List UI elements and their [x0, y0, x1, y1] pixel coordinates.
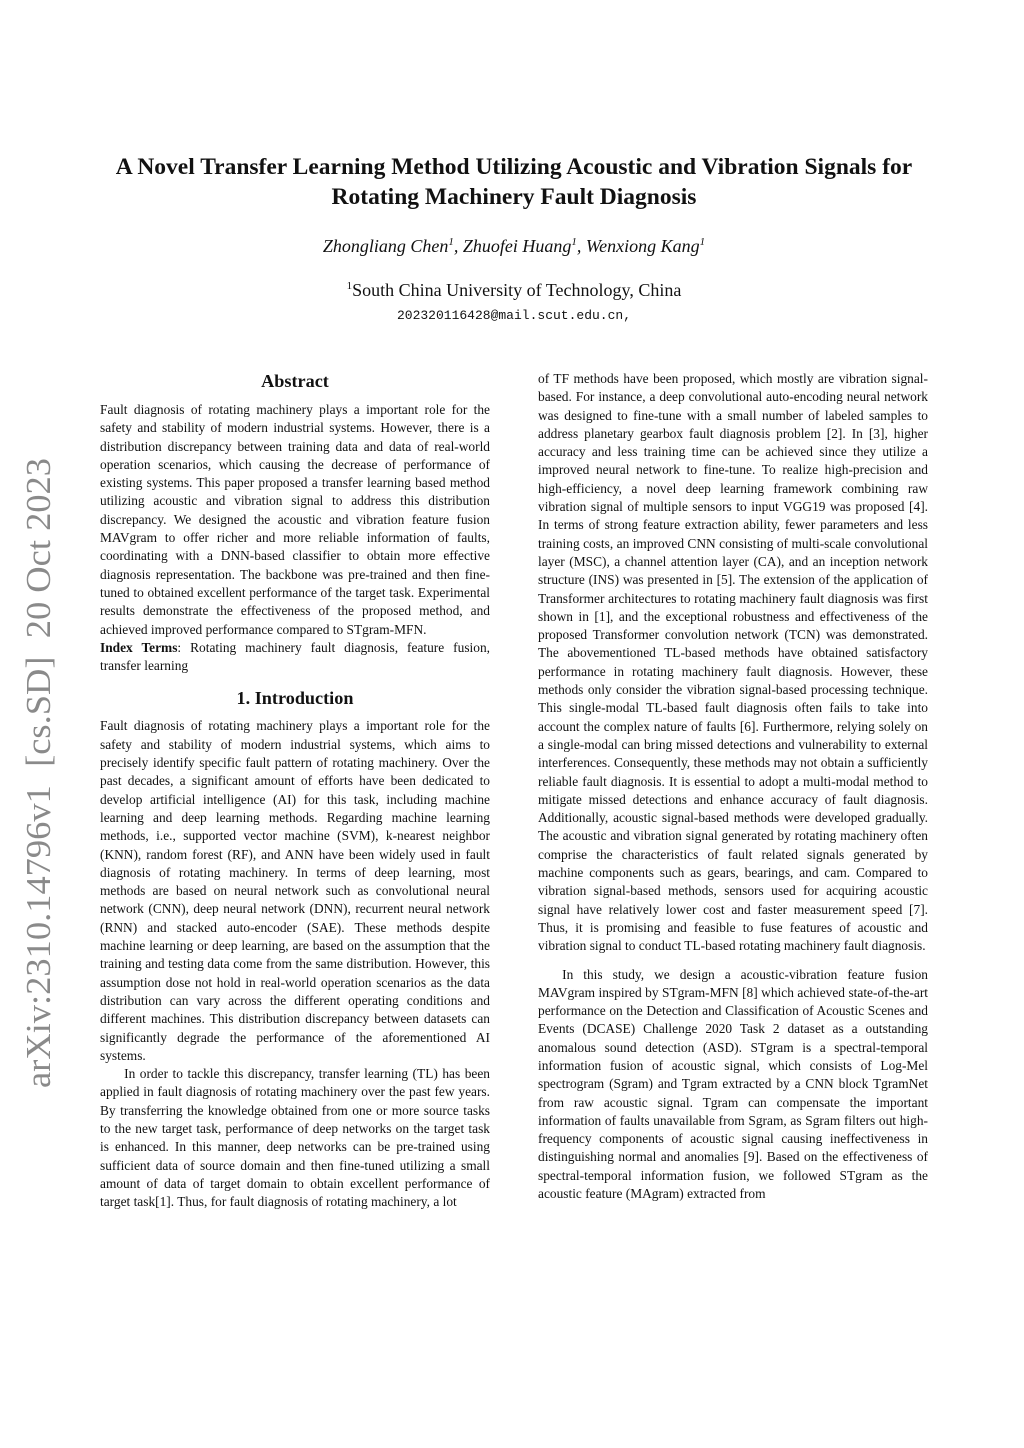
index-terms-text: : Rotating machinery fault diagnosis, feature fusion, transfer learning [100, 639, 490, 674]
arxiv-identifier-text: arXiv:2310.14796v1 [cs.SD] 20 Oct 2023 [19, 483, 58, 1088]
author-name: Zhuofei Huang [462, 236, 572, 256]
author-email: 202320116428@mail.scut.edu.cn, [396, 308, 632, 323]
author-affil-mark: 1 [448, 236, 454, 248]
intro-paragraph-continued: of TF methods have been proposed, which mostly are vibration signal-based. For instance, a deep convolutional auto-encoding neural network was designed to fine-tune with a small number of labeled samples to address planetary gearbox fault diagnosis problem [2]. In [3], higher accuracy and less training time can be achieved since they utilize a improved neural network to fine-tune. To realize high-precision and high-efficiency, a novel deep learning framework combining raw vibration signal of multiple sensors to input VGG19 was proposed [4]. In terms of strong feature extraction ability, fewer parameters and less training costs, an improved CNN consisting of multi-scale convolutional layer (MSC), a channel attention layer (CA), and an inception network structure (INS) was presented in [5]. The extension of the application of Transformer architectures to rotating machinery fault diagnosis was first shown in [1], and the exceptional robustness and effectiveness of the proposed Transformer convolution network (TCN) was demonstrated. The abovementioned TL-based methods have obtained satisfactory performance in rotating machinery fault diagnosis. However, these methods only consider the vibration signal-based processing technique. This single-modal TL-based fault diagnosis often fails to take into account the complex nature of faults [6]. Furthermore, relying solely on a single-modal can bring missed detections and vulnerability to external interferences. Consequently, these methods may not obtain a sufficiently reliable fault diagnosis. It is essential to adopt a multi-modal method to mitigate missed detections and enhance accuracy of fault diagnosis. Additionally, acoustic signal-based methods were developed gradually. The acoustic and vibration signal generated by rotating machinery often comprise the characteristics of fault related signals generated by machine components such as gears, bearings, and cam. Compared to vibration signal-based methods, sensors used for acquiring acoustic signal have relatively lower cost and faster measurement speed [7]. Thus, it is promising and feasible to fuse features of acoustic and vibration signal to conduct TL-based rotating machinery fault diagnosis. [538, 371, 928, 954]
author-list: Zhongliang Chen$^1$, Zhuofei Huang$^1$, Wenxiong Kang$^1$ [322, 236, 706, 256]
left-column [100, 370, 490, 1211]
right-column [538, 370, 928, 1203]
introduction-heading: 1. Introduction [236, 688, 354, 709]
abstract-text: Fault diagnosis of rotating machinery plays a important role for the safety and stability of modern industrial systems. However, there is a distribution discrepancy between training data and data of real-world operation scenarios, which causing the decrease of performance of existing systems. This paper proposed a transfer learning based method utilizing acoustic and vibration signal to address this distribution discrepancy. We designed the acoustic and vibration feature fusion MAVgram to offer richer and more reliable information of faults, coordinating with a DNN-based classifier to obtain more effective diagnosis representation. The backbone was pre-trained and then fine-tuned to obtained excellent performance of the target task. Experimental results demonstrate the effectiveness of the proposed method, and achieved improved performance compared to STgram-MFN. [100, 402, 490, 637]
author-affil-mark: 1 [571, 236, 577, 248]
index-terms-label: Index Terms [100, 639, 178, 655]
intro-paragraph: In order to tackle this discrepancy, transfer learning (TL) has been applied in fault diagnosis of rotating machinery over the past few years. By transferring the knowledge obtained from one or more source tasks to the new target task, performance of deep networks on the target task is enhanced. In this manner, deep networks can be pre-trained using sufficient data of source domain and then fine-tuned utilizing a small amount of data of target domain to obtain excellent performance of target task[1]. Thus, for fault diagnosis of rotating machinery, a lot [100, 1066, 490, 1210]
affiliation-mark: 1 [346, 280, 353, 292]
affiliation-name: South China University of Technology, China [352, 280, 682, 300]
affiliation [70, 277, 958, 303]
index-terms [100, 639, 490, 676]
author-name: Wenxiong Kang [585, 236, 700, 256]
intro-paragraph: Fault diagnosis of rotating machinery plays a important role for the safety and stability of modern industrial systems, which aims to precisely identify specific fault pattern of rotating machinery. Over the past decades, a significant amount of efforts have been dedicated to develop artificial intelligence (AI) for this task, including machine learning and deep learning methods. Regarding machine learning methods, i.e., supported vector machine (SVM), k-nearest neighbor (KNN), random forest (RF), and ANN have been widely used in fault diagnosis of rotating machinery. In terms of deep learning, most methods are based on neural network such as convolutional neural network (CNN), deep neural network (DNN), recurrent neural network (RNN) and stacked auto-encoder (SAE). These methods despite machine learning or deep learning, are based on the assumption that the training and testing data come from the same distribution. However, this assumption dose not hold in real-world operation scenarios as the data distribution can vary across the different operating conditions and different machines. This distribution discrepancy between datasets can significantly degrade the performance of the aforementioned AI systems. [100, 718, 490, 1063]
intro-paragraph: In this study, we design a acoustic-vibration feature fusion MAVgram inspired by STgram-MFN [8] which achieved state-of-the-art performance on the Detection and Classification of Acoustic Scenes and Events (DCASE) Challenge 2020 Task 2 dataset as a outstanding anomalous sound detection (ASD). STgram is a spectral-temporal information fusion of acoustic signal, which consists of Log-Mel spectrogram (Sgram) and Tgram extracted by a CNN block TgramNet from raw acoustic signal. Tgram can compensate the important information of faults unavailable from Sgram, as Sgram filters out high-frequency components of acoustic signal causing ineffectiveness in distinguishing normal and anomalies [9]. Based on the effectiveness of spectral-temporal information fusion, we followed STgram as the acoustic feature (MAgram) extracted from [538, 966, 928, 1202]
paper-title: A Novel Transfer Learning Method Utilizing Acoustic and Vibration Signals for Rotating Machinery Fault Diagnosis [115, 154, 913, 210]
author-name: Zhongliang Chen [322, 236, 449, 256]
abstract-heading: Abstract [261, 371, 329, 391]
author-affil-mark: 1 [699, 236, 706, 248]
arxiv-identifier [14, 455, 60, 1091]
